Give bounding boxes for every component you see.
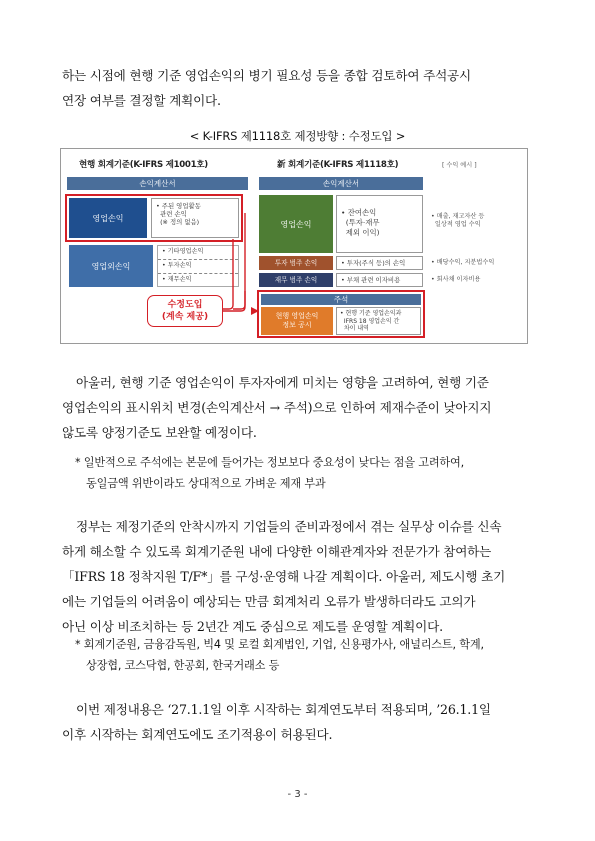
finance-category-item: • 부채 관련 이자비용 xyxy=(336,273,423,287)
new-standard-heading: 新 회계기준(K-IFRS 제1118호) xyxy=(277,160,399,170)
callout-line: 수정도입 xyxy=(167,300,203,310)
op-profit-items: • 주된 영업활동 관련 손익 (※ 정의 없음) xyxy=(151,198,239,238)
op-other-item: • 투자손익 xyxy=(162,262,192,269)
paragraph-line: 이번 제정내용은 ‘27.1.1일 이후 시작하는 회계연도부터 적용되며, ’26.1.1일 xyxy=(76,702,491,717)
footnote-line: * 일반적으로 주석에는 본문에 들어가는 정보보다 중요성이 낮다는 점을 고려하여, xyxy=(75,456,464,469)
paragraph-line: 아닌 이상 비조치하는 등 2년간 계도 중심으로 제도를 운영할 계획이다. xyxy=(62,619,443,634)
income-statement-bar-new: 손익계산서 xyxy=(259,177,423,190)
page-number: - 3 - xyxy=(287,789,308,800)
income-statement-bar: 손익계산서 xyxy=(67,177,248,190)
op-other-item: • 재무손익 xyxy=(162,276,192,283)
finance-category-cell: 재무 범주 손익 xyxy=(259,273,333,287)
callout-line: (계속 제공) xyxy=(161,312,209,322)
op-other-item: • 기타영업손익 xyxy=(162,248,204,255)
paragraph-3 xyxy=(62,514,540,639)
paragraph-line: 연장 여부를 결정할 계획이다. xyxy=(62,93,221,108)
revision-callout xyxy=(147,295,223,327)
investment-example: • 배당수익, 지분법수익 xyxy=(431,259,495,266)
notes-cell: 현행 영업손익 정보 공시 xyxy=(261,307,333,335)
callout-arrow-right xyxy=(221,289,261,329)
paragraph-line: 「IFRS 18 정착지원 T/F*」를 구성·운영해 나갈 계획이다. 아울러, 제도시행 초기 xyxy=(62,569,506,584)
notes-items: • 현행 기준 영업손익과 IFRS 18 영업손익 간 차이 내역 xyxy=(336,307,421,335)
figure-title: < K-IFRS 제1118호 제정방향 : 수정도입 > xyxy=(189,129,406,143)
footnote-line: 상장협, 코스닥협, 한공회, 한국거래소 등 xyxy=(86,659,280,672)
new-op-profit-cell: 영업손익 xyxy=(259,195,333,253)
paragraph-line: 않도록 양정기준도 보완할 예정이다. xyxy=(62,425,257,440)
footnote-line: * 회계기준원, 금융감독원, 빅4 및 로컬 회계법인, 기업, 신용평가사, 애널리스트, 학계, xyxy=(75,638,484,651)
paragraph-line: 영업손익의 표시위치 변경(손익계산서 → 주석)으로 인하여 제재수준이 낮아지지 xyxy=(62,400,492,415)
current-standard-heading: 현행 회계기준(K-IFRS 제1001호) xyxy=(79,160,208,170)
paragraph-line: 정부는 제정기준의 안착시까지 기업들의 준비과정에서 겪는 실무상 이슈를 신속 xyxy=(76,519,502,534)
footnote-1 xyxy=(75,452,545,494)
paragraph-4 xyxy=(62,697,540,747)
footnote-line: 동일금액 위반이라도 상대적으로 가벼운 제재 부과 xyxy=(86,477,326,490)
examples-tag: [ 수익 예시 ] xyxy=(442,162,477,169)
op-other-cell: 영업외손익 xyxy=(69,245,153,287)
new-op-profit-examples: • 매출, 재고자산 등 일상적 영업 수익 xyxy=(431,213,485,228)
paragraph-line: 하게 해소할 수 있도록 회계기준원 내에 다양한 이해관계자와 전문가가 참여하는 xyxy=(62,544,492,559)
paragraph-line: 에는 기업들의 어려움이 예상되는 만큼 회계처리 오류가 발생하더라도 고의가 xyxy=(62,594,476,609)
comparison-figure xyxy=(60,148,528,344)
finance-example: • 회사채 이자비용 xyxy=(431,276,481,283)
investment-category-item: • 투자(주식 등)의 손익 xyxy=(336,256,423,270)
notes-bar: 주석 xyxy=(261,294,421,305)
paragraph-1 xyxy=(62,63,540,113)
paragraph-line: 하는 시점에 현행 기준 영업손익의 병기 필요성 등을 종합 검토하여 주석공시 xyxy=(62,68,471,83)
paragraph-line: 이후 시작하는 회계연도에도 조기적용이 허용된다. xyxy=(62,727,333,742)
paragraph-line: 아울러, 현행 기준 영업손익이 투자자에게 미치는 영향을 고려하여, 현행 기준 xyxy=(76,375,489,390)
investment-category-cell: 투자 범주 손익 xyxy=(259,256,333,270)
new-op-profit-items: • 잔여손익 (투자·재무 제외 이익) xyxy=(336,195,423,253)
paragraph-2 xyxy=(62,370,540,445)
footnote-2 xyxy=(75,634,545,676)
op-profit-cell: 영업손익 xyxy=(69,198,147,238)
